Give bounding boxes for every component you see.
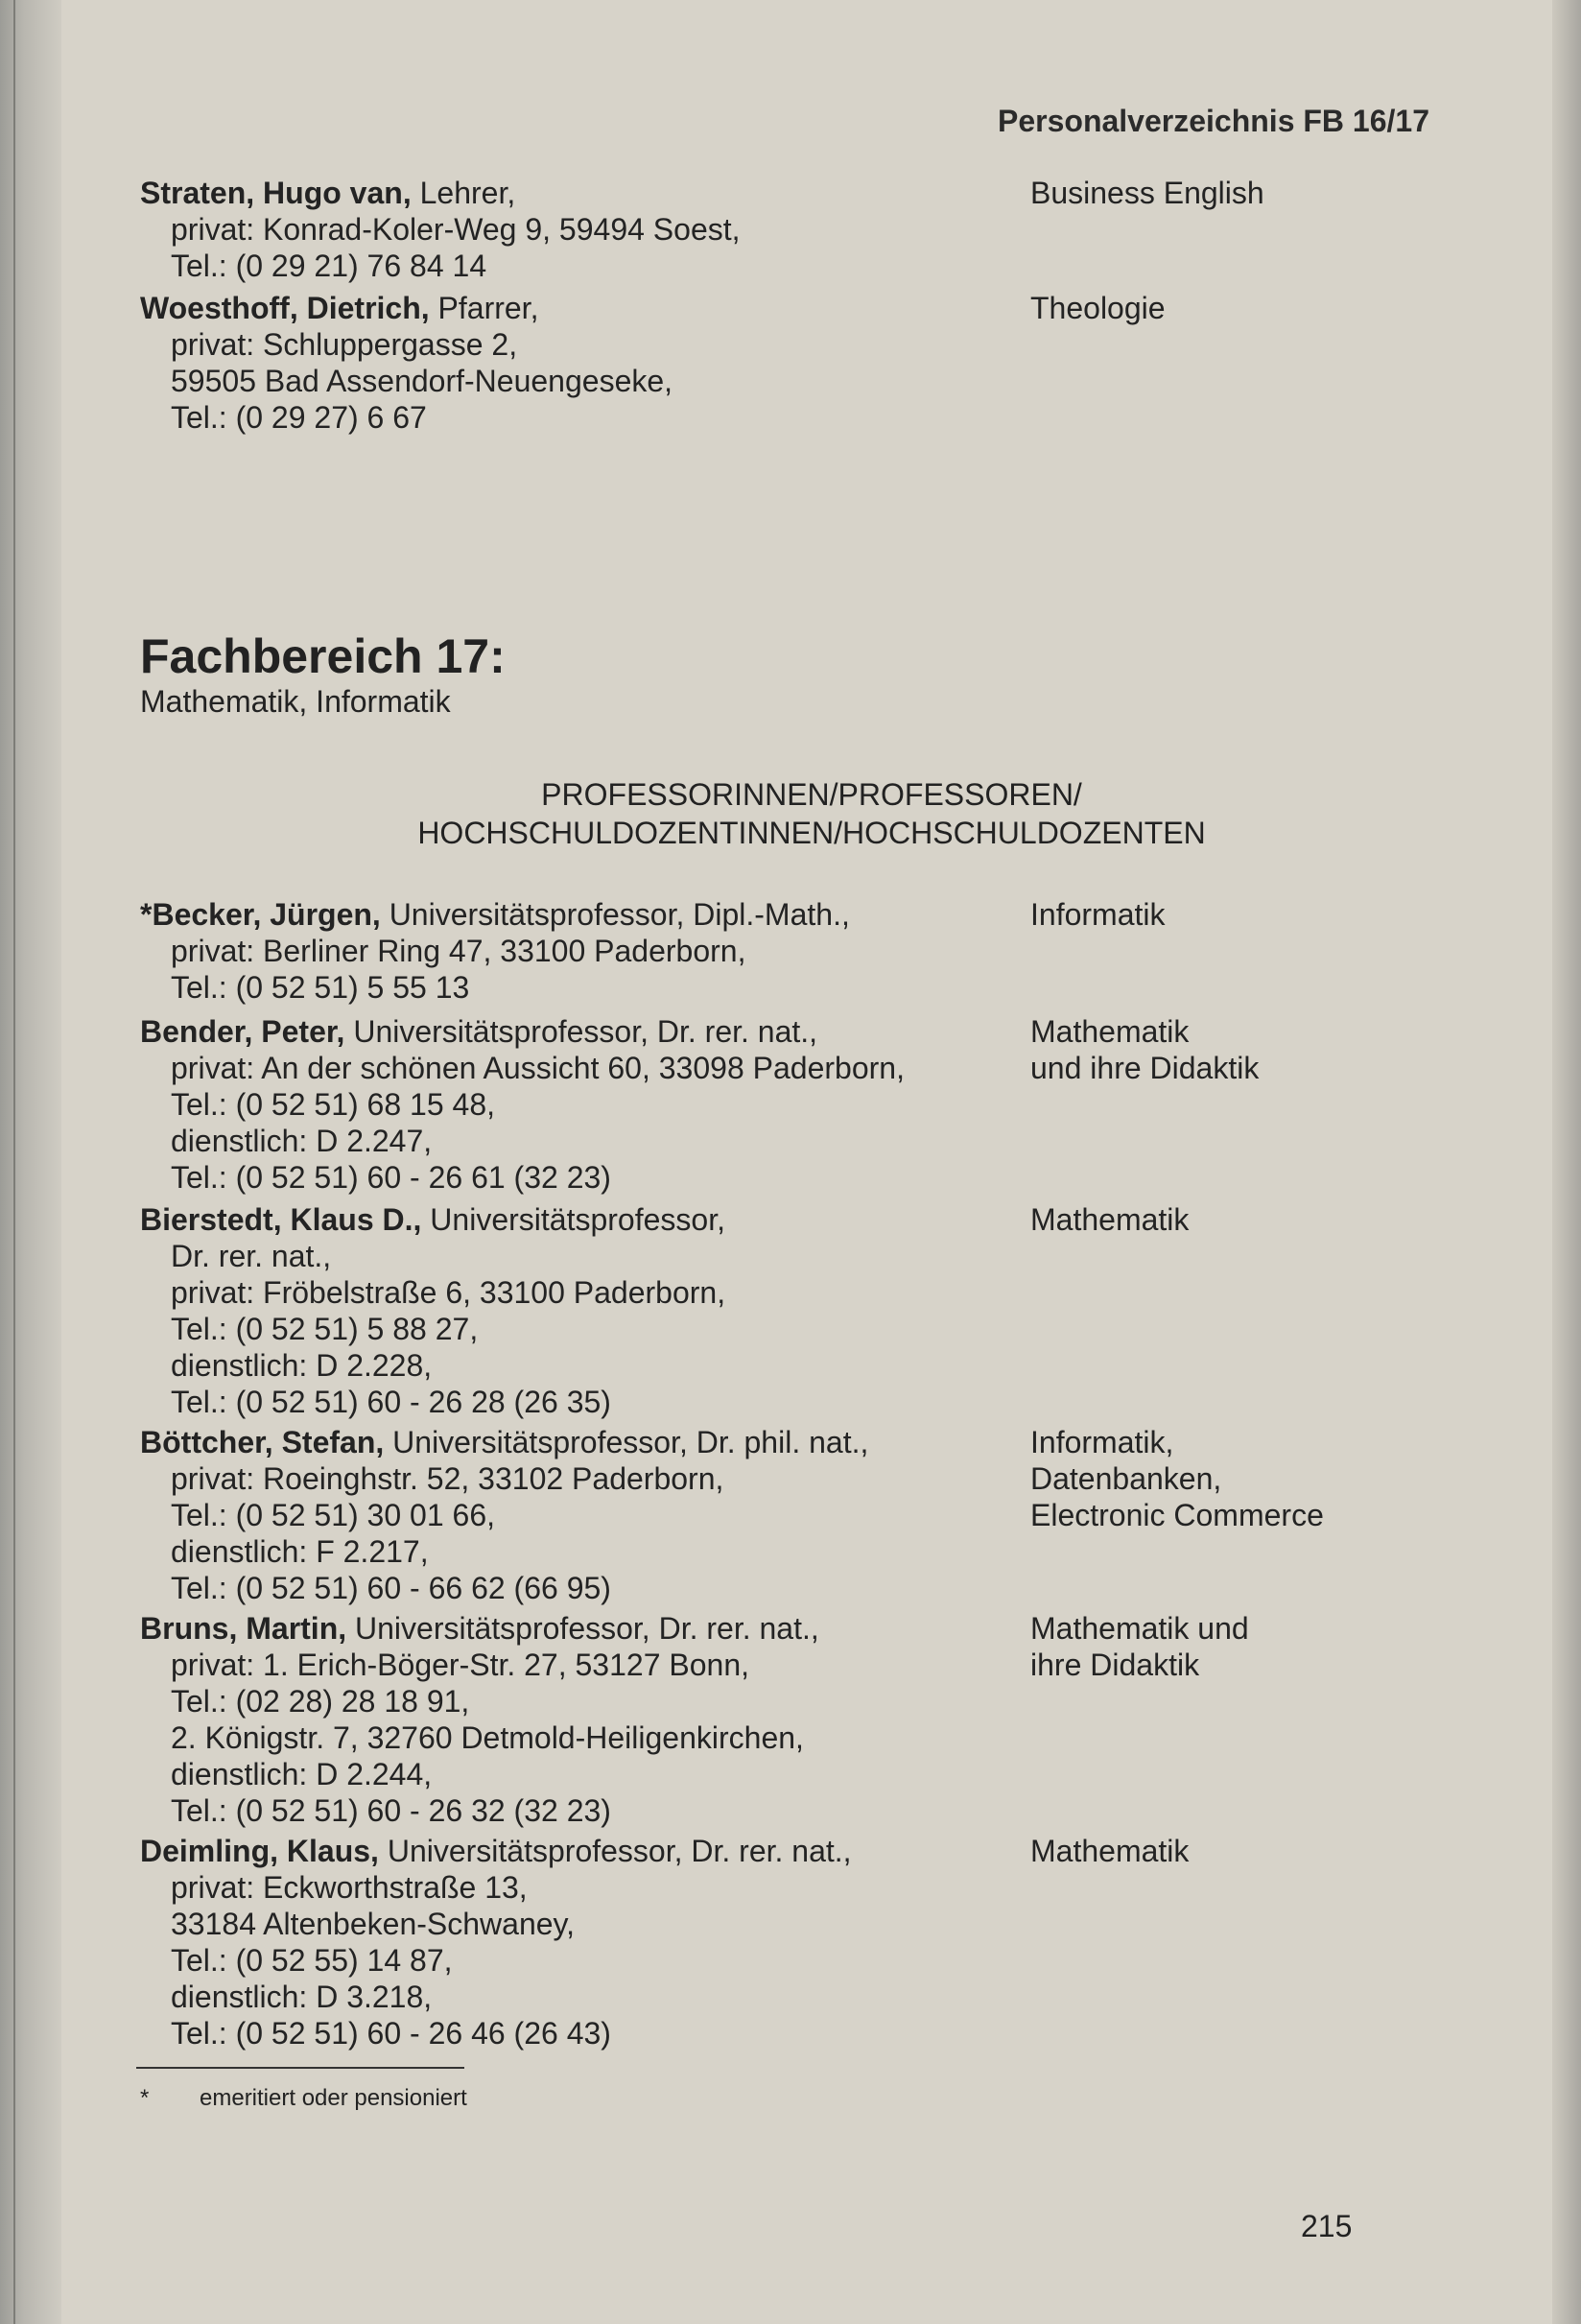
entry-detail-line: Tel.: (0 52 55) 14 87, <box>171 1943 453 1978</box>
section-heading <box>140 775 1483 852</box>
entry-detail-line: Tel.: (0 52 51) 60 - 26 32 (32 23) <box>171 1793 611 1828</box>
directory-entry <box>140 290 1502 436</box>
given-name: Dietrich, <box>306 291 430 325</box>
entry-detail-line: Tel.: (0 52 51) 60 - 66 62 (66 95) <box>171 1571 611 1605</box>
entry-subject <box>1030 1013 1259 1086</box>
entry-subject <box>1030 1424 1324 1533</box>
subject-line: Theologie <box>1030 291 1166 325</box>
academic-title: Universitätsprofessor, Dr. rer. nat., <box>355 1611 819 1646</box>
subject-line: Business English <box>1030 176 1264 210</box>
entry-detail-line: dienstlich: F 2.217, <box>171 1534 429 1569</box>
subject-line: ihre Didaktik <box>1030 1648 1200 1682</box>
entry-detail-line: Tel.: (0 52 51) 30 01 66, <box>171 1498 495 1532</box>
entry-subject <box>1030 175 1264 211</box>
section-heading-line: HOCHSCHULDOZENTINNEN/HOCHSCHULDOZENTEN <box>417 816 1206 850</box>
footnote <box>140 2084 467 2113</box>
directory-entry <box>140 1201 1502 1420</box>
entry-detail-line: Tel.: (0 52 51) 68 15 48, <box>171 1087 495 1122</box>
entry-detail-line: Tel.: (0 29 21) 76 84 14 <box>171 249 487 283</box>
entry-detail-line: Tel.: (0 52 51) 5 88 27, <box>171 1312 479 1346</box>
entry-detail-line: dienstlich: D 2.244, <box>171 1757 433 1791</box>
page-number: 215 <box>1301 2209 1353 2243</box>
entry-detail-line: privat: 1. Erich-Böger-Str. 27, 53127 Bonn, <box>171 1648 749 1682</box>
entry-detail-line: privat: Roeinghstr. 52, 33102 Paderborn, <box>171 1461 724 1496</box>
surname: Deimling, <box>140 1834 279 1868</box>
surname: Bender, <box>140 1014 253 1049</box>
entry-detail-line: 59505 Bad Assendorf-Neuengeseke, <box>171 364 673 398</box>
entry-detail-line: Tel.: (0 52 51) 60 - 26 61 (32 23) <box>171 1160 611 1195</box>
surname: *Becker, <box>140 897 262 932</box>
directory-entry <box>140 1833 1502 2051</box>
entry-detail-line: privat: An der schönen Aussicht 60, 33098 Paderborn, <box>171 1051 905 1085</box>
footnote-rule <box>136 2067 464 2069</box>
academic-title: Universitätsprofessor, <box>430 1202 725 1237</box>
entry-detail-line: Dr. rer. nat., <box>171 1239 332 1273</box>
directory-entry <box>140 1610 1502 1829</box>
entry-name-line <box>140 1833 1502 1869</box>
entry-detail-line: privat: Berliner Ring 47, 33100 Paderborn, <box>171 934 746 968</box>
entry-name-line <box>140 1201 1502 1238</box>
entry-detail-line: privat: Schluppergasse 2, <box>171 327 518 362</box>
subject-line: Datenbanken, <box>1030 1461 1222 1496</box>
entry-name-line <box>140 175 1502 211</box>
surname: Bierstedt, <box>140 1202 282 1237</box>
given-name: Klaus D., <box>290 1202 422 1237</box>
subject-line: Mathematik <box>1030 1202 1190 1237</box>
document-page <box>61 0 1552 2324</box>
surname: Böttcher, <box>140 1425 273 1459</box>
entry-name-line <box>140 1610 1502 1647</box>
subject-line: Informatik, <box>1030 1425 1174 1459</box>
section-heading-line: PROFESSORINNEN/PROFESSOREN/ <box>541 777 1082 812</box>
running-head: Personalverzeichnis FB 16/17 <box>998 104 1429 138</box>
entry-detail-line: dienstlich: D 3.218, <box>171 1980 433 2014</box>
entry-name-line <box>140 1013 1502 1050</box>
entry-detail-line: Tel.: (0 52 51) 60 - 26 46 (26 43) <box>171 2016 611 2051</box>
given-name: Hugo van, <box>263 176 412 210</box>
entry-subject <box>1030 1201 1189 1238</box>
academic-title: Universitätsprofessor, Dr. phil. nat., <box>392 1425 869 1459</box>
subject-line: Mathematik und <box>1030 1611 1249 1646</box>
subject-line: Electronic Commerce <box>1030 1498 1324 1532</box>
surname: Straten, <box>140 176 255 210</box>
spine-line <box>13 0 15 2324</box>
academic-title: Universitätsprofessor, Dr. rer. nat., <box>353 1014 818 1049</box>
entry-detail-line: Tel.: (0 52 51) 5 55 13 <box>171 970 470 1005</box>
entry-subject <box>1030 1610 1249 1683</box>
subject-line: Mathematik <box>1030 1834 1190 1868</box>
subject-line: und ihre Didaktik <box>1030 1051 1260 1085</box>
entry-detail-line: 2. Königstr. 7, 32760 Detmold-Heiligenkirchen, <box>171 1720 804 1755</box>
given-name: Klaus, <box>286 1834 379 1868</box>
fachbereich-subtitle: Mathematik, Informatik <box>140 684 451 719</box>
surname: Bruns, <box>140 1611 238 1646</box>
directory-entry <box>140 175 1502 284</box>
entry-subject <box>1030 896 1165 933</box>
given-name: Martin, <box>246 1611 347 1646</box>
given-name: Jürgen, <box>270 897 381 932</box>
book-spine-shadow <box>0 0 61 2324</box>
entry-name-line <box>140 290 1502 326</box>
entry-detail-line: Tel.: (0 29 27) 6 67 <box>171 400 427 435</box>
entry-detail-line: Tel.: (02 28) 28 18 91, <box>171 1684 470 1719</box>
subject-line: Informatik <box>1030 897 1166 932</box>
surname: Woesthoff, <box>140 291 298 325</box>
entry-detail-line: Tel.: (0 52 51) 60 - 26 28 (26 35) <box>171 1385 611 1419</box>
entry-detail-line: dienstlich: D 2.247, <box>171 1124 433 1158</box>
entry-subject <box>1030 290 1166 326</box>
directory-entry <box>140 1013 1502 1196</box>
directory-entry <box>140 1424 1502 1606</box>
directory-entry <box>140 896 1502 1006</box>
given-name: Stefan, <box>281 1425 385 1459</box>
entry-detail-line: privat: Konrad-Koler-Weg 9, 59494 Soest, <box>171 212 741 247</box>
entry-detail-line: 33184 Altenbeken-Schwaney, <box>171 1907 576 1941</box>
entry-detail-line: privat: Eckworthstraße 13, <box>171 1870 528 1905</box>
academic-title: Lehrer, <box>419 176 516 210</box>
subject-line: Mathematik <box>1030 1014 1190 1049</box>
footnote-mark: * <box>140 2085 150 2111</box>
entry-detail-line: dienstlich: D 2.228, <box>171 1348 433 1383</box>
page-edge <box>1552 0 1581 2324</box>
entry-name-line <box>140 896 1502 933</box>
footnote-text: emeritiert oder pensioniert <box>200 2085 467 2111</box>
academic-title: Pfarrer, <box>437 291 539 325</box>
fachbereich-title: Fachbereich 17: <box>140 629 506 683</box>
given-name: Peter, <box>261 1014 345 1049</box>
academic-title: Universitätsprofessor, Dr. rer. nat., <box>387 1834 852 1868</box>
entry-detail-line: privat: Fröbelstraße 6, 33100 Paderborn, <box>171 1275 726 1310</box>
academic-title: Universitätsprofessor, Dipl.-Math., <box>389 897 850 932</box>
entry-subject <box>1030 1833 1189 1869</box>
